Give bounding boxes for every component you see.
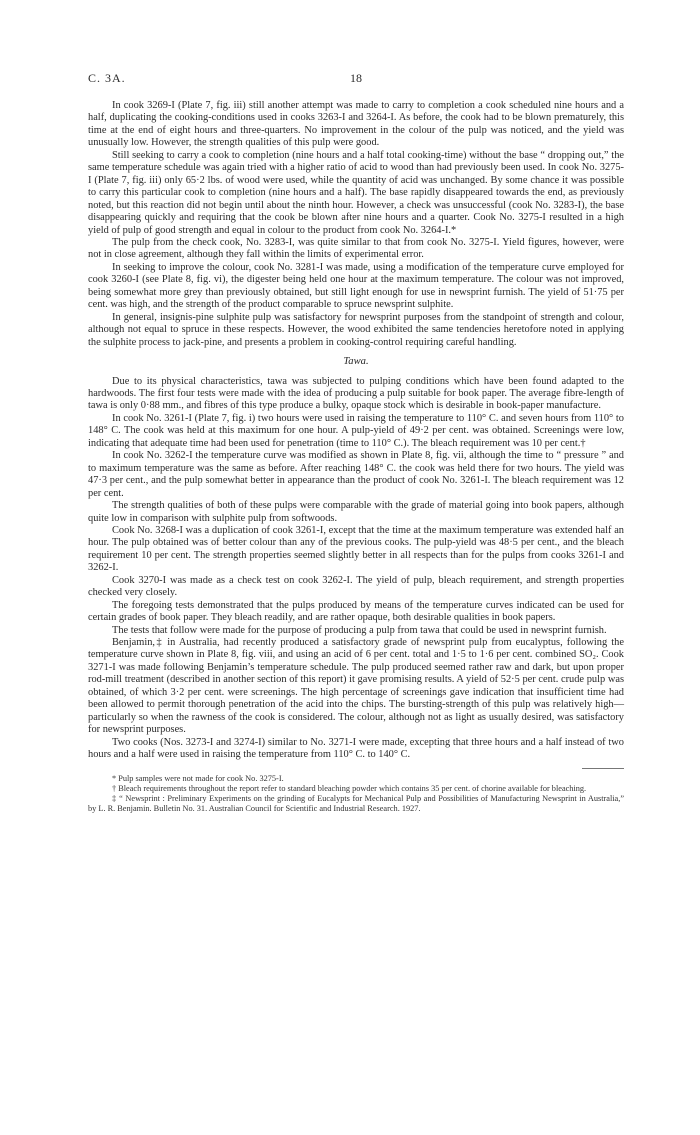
paragraph: In cook No. 3262-I the temperature curve was modified as shown in Plate 8, fig. vii, although the time to “ pressure ” and to maximum temperature was the same as before. After reaching 148° C. the cook was held there for two hours. The yield was 47·3 per cent., and the pulp somewhat better in appearance than the product of cook No. 3261-I. The bleach requirement was 12 per cent.	[88, 450, 624, 499]
footnote: * Pulp samples were not made for cook No. 3275-I.	[112, 773, 284, 783]
paragraph: The strength qualities of both of these pulps were comparable with the grade of material going into book papers, although quite low in comparison with sulphite pulp from softwoods.	[88, 500, 624, 524]
series-code: C. 3A.	[88, 71, 126, 85]
document-page	[88, 72, 624, 814]
paragraph: The tests that follow were made for the purpose of producing a pulp from tawa that could be used in newsprint furnish.	[112, 624, 607, 636]
footnotes	[88, 774, 624, 815]
insignis-pine-section	[88, 100, 624, 349]
paragraph: In seeking to improve the colour, cook No. 3281-I was made, using a modification of the temperature curve employed for cook 3260-I (see Plate 8, fig. vi), the digester being held one hour at the maximum temperature. The colour was not improved, being somewhat more grey than previously obtained, but still light enough for use in newsprint furnish. The yield of 51·75 per cent. was high, and the strength of the product comparable to spruce newsprint sulphite.	[88, 261, 624, 311]
page-header	[88, 72, 624, 92]
paragraph: The foregoing tests demonstrated that the pulps produced by means of the temperature curves indicated can be used for certain grades of book paper. They bleach readily, and are rather opaque, both desirable qualities in book papers.	[88, 599, 624, 624]
paragraph: Cook No. 3268-I was a duplication of cook 3261-I, except that the time at the maximum temperature was extended half an hour. The pulp obtained was of better colour than any of the previous cooks. The pulp-yield was 48·5 per cent., and the bleach requirement 10 per cent. The strength properties seemed slightly better in all respects than for the pulps from cooks 3261-I and 3262-I.	[88, 524, 624, 574]
paragraph: In cook No. 3261-I (Plate 7, fig. i) two hours were used in raising the temperature to 110° C. and seven hours from 110° to 148° C. The cook was held at this maximum for one hour. A pulp-yield of 49·2 per cent. was obtained. Screenings were low, indicating that adequate time had been used for penetration (time to 110° C.). The bleach requirement was 10 per cent.†	[88, 412, 624, 449]
tawa-section	[88, 376, 624, 762]
page-number: 18	[350, 71, 362, 85]
footnote: † Bleach requirements throughout the report refer to standard bleaching powder which contains 35 per cent. of chorine available for bleaching.	[112, 783, 587, 793]
paragraph: Benjamin,‡ in Australia, had recently produced a satisfactory grade of newsprint pulp from eucalyptus, following the temperature curve shown in Plate 8, fig. viii, and using an acid of 6 per cent. total and 1·5 to 1·6 per cent. combined SO₂. Cook 3271-I was made following Benjamin’s temperature schedule. The pulp produced seemed rather raw and dark, but upon proper rod-mill treatment (described in another section of this report) it gave promising results. A yield of 52·5 per cent. crude pulp was obtained, of which 3·2 per cent. were screenings. The high percentage of screenings gave indication that insufficient time had been allowed to permit thorough penetration of the acid into the chips. The bursting-strength of this pulp was relatively high—particularly so when the rawness of the cook is considered. The colour, although not as light as usually desired, was satisfactory for newsprint purposes.	[88, 637, 624, 736]
section-heading-tawa: Tawa.	[343, 356, 369, 368]
paragraph: Cook 3270-I was made as a check test on cook 3262-I. The yield of pulp, bleach requirement, and strength properties checked very closely.	[88, 574, 624, 599]
footnote: ‡ “ Newsprint : Preliminary Experiments on the grinding of Eucalypts for Mechanical Pulp and Possibilities of Manufacturing Newsprint in Australia,” by L. R. Benjamin. Bulletin No. 31. Australian Council for Scientific and Industrial Research. 1927.	[88, 793, 624, 814]
paragraph: Due to its physical characteristics, tawa was subjected to pulping conditions which have been found adapted to the hardwoods. The first four tests were made with the idea of producing a pulp suitable for book paper. The average fibre-length of tawa is only 0·88 mm., and fibres of this type produce a bulky, opaque stock which is desirable in book-paper manufacture.	[88, 375, 624, 412]
paragraph: In cook 3269-I (Plate 7, fig. iii) still another attempt was made to carry to completion a cook scheduled nine hours and a half, duplicating the cooking-conditions used in cooks 3263-I and 3264-I. As before, the cook had to be blown prematurely, this time at the end of eight hours and three-quarters. No improvement in the colour of the pulp was noticed, and the yield was unusually low. However, the strength qualities of this pulp were good.	[88, 100, 624, 149]
paragraph: Two cooks (Nos. 3273-I and 3274-I) similar to No. 3271-I were made, excepting that three hours and a half instead of two hours and a half were used in raising the temperature from 110° C. to 140° C.	[88, 736, 624, 761]
paragraph: Still seeking to carry a cook to completion (nine hours and a half total cooking-time) without the base “ dropping out,” the same temperature schedule was again tried with a higher ratio of acid to wood than had previously been used. In cook No. 3275-I (Plate 7, fig. iii) only 65·2 lbs. of wood were used, while the quantity of acid was unchanged. By some chance it was possible to carry this particular cook to completion (nine hours and a half). The base rapidly disappeared towards the end, as previously noted, but this reaction did not begin until about the ninth hour. However, a check was unsuccessful (cook No. 3283-I), the base disappearing quickly and requiring that the cook be blown after nine hours and a quarter. Cook No. 3275-I resulted in a high yield of pulp of good strength and equal in colour to the product from cook No. 3264-I.*	[88, 149, 624, 236]
footnote-divider	[582, 768, 624, 769]
paragraph: In general, insignis-pine sulphite pulp was satisfactory for newsprint purposes from the standpoint of strength and colour, although not equal to spruce in these respects. However, the wood exhibited the same tendencies heretofore noted in applying the sulphite process to jack-pine, and presents a problem in cooking-control requiring careful handling.	[88, 311, 624, 348]
paragraph: The pulp from the check cook, No. 3283-I, was quite similar to that from cook No. 3275-I. Yield figures, however, were not in close agreement, although they fall within the limits of experimental error.	[88, 236, 624, 261]
